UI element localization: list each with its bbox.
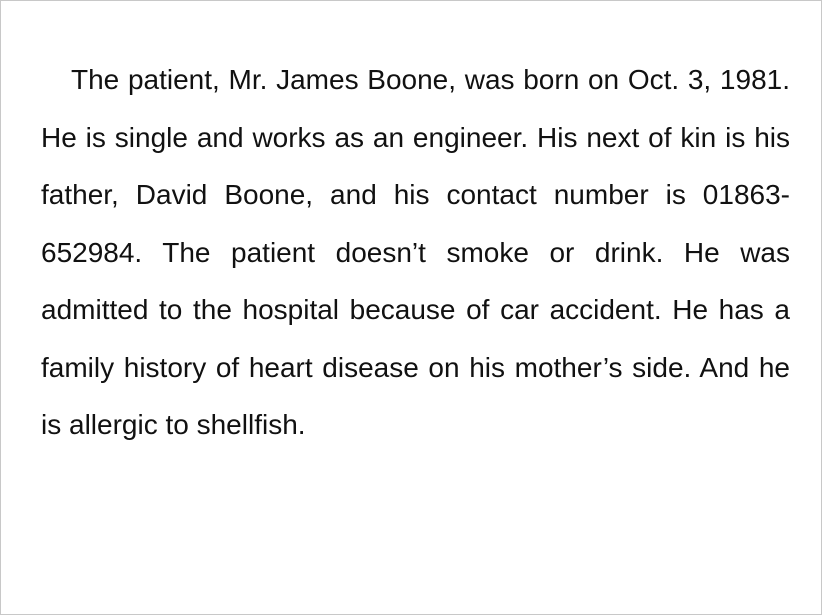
patient-info-paragraph: The patient, Mr. James Boone, was born on Oct. 3, 1981. He is single and works as an engineer. His next of kin is his father, David Boone, and his contact number is 01863-652984. The patient doesn’t smoke or drink. He was admitted to the hospital because of car accident. He has a family history of heart disease on his mother’s side. And he is allergic to shellfish. [41,64,790,440]
